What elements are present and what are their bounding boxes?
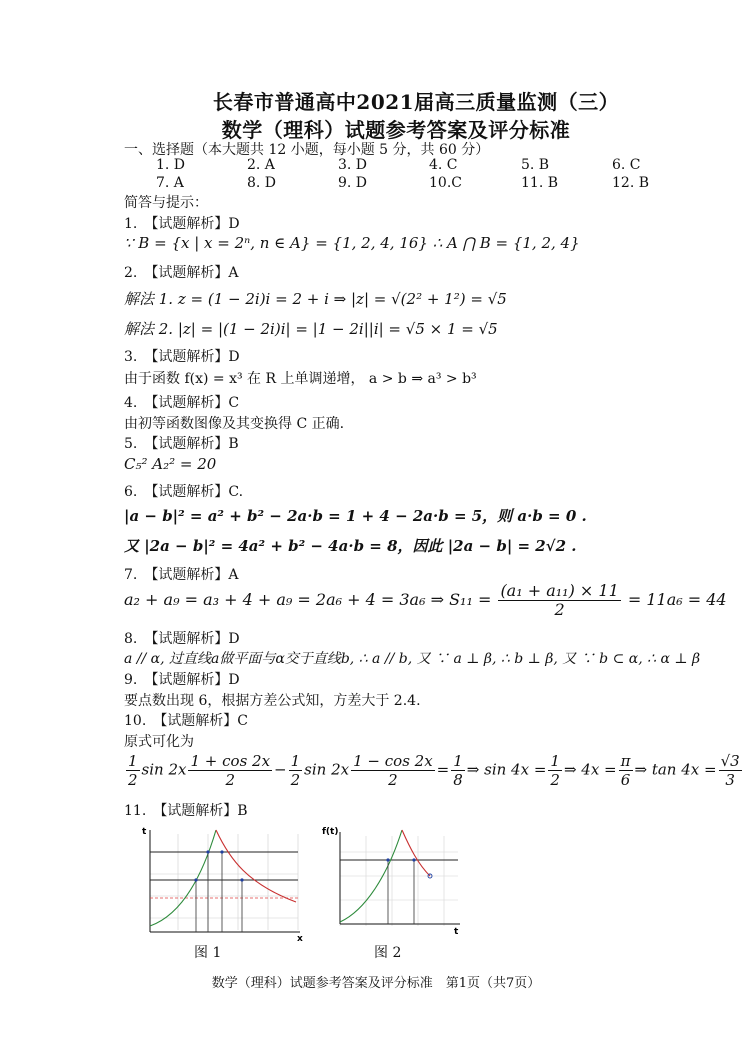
q7-fraction-denominator: 2 (554, 600, 565, 619)
section-heading-choice: 一、选择题（本大题共 12 小题，每小题 5 分，共 60 分） (124, 142, 490, 158)
q11-heading: 11. 【试题解析】B (124, 803, 248, 819)
q10-frac-half-1 (126, 752, 140, 789)
q10-equals: = (436, 760, 450, 779)
q6-solution-2: 又 |2a − b|² = 4a² + b² − 4a·b = 8，因此 |2a − b| = 2√2 . (124, 537, 577, 555)
q6-solution-1: |a − b|² = a² + b² − 2a·b = 1 + 4 − 2a·b = 5，则 a·b = 0 . (124, 507, 587, 525)
figure-2-caption: 图 2 (374, 945, 402, 961)
q10-frac-pi-six (619, 752, 633, 789)
q9-heading: 9. 【试题解析】D (124, 672, 240, 688)
page-subtitle: 数学（理科）试题参考答案及评分标准 (221, 118, 571, 142)
q5-solution: C₅² A₂² = 20 (124, 455, 217, 473)
answer-key-item: 8. D (247, 175, 277, 191)
q2-solution-1: 解法 1. z = (1 − 2i)i = 2 + i ⇒ |z| = √(2² + 1²) = √5 (124, 290, 507, 308)
fig2-curve-red (402, 830, 430, 876)
q10-num: 1 + cos 2x (190, 752, 271, 770)
answer-key-item: 3. D (338, 157, 368, 173)
q10-frac-half-3 (548, 752, 562, 789)
q10-num: π (620, 752, 631, 770)
q10-heading: 10. 【试题解析】C (124, 713, 248, 729)
q3-solution: 由于函数 f(x) = x³ 在 R 上单调递增， a > b ⇒ a³ > b³ (124, 371, 477, 387)
q10-frac-cos-plus (188, 752, 272, 789)
fig2-x-label: t (454, 927, 459, 937)
answer-key-item: 2. A (247, 157, 275, 173)
answer-key-item: 9. D (338, 175, 368, 191)
q10-frac-half-2 (289, 752, 303, 789)
q10-den: 3 (725, 771, 735, 789)
page-title: 长春市普通高中2021届高三质量监测（三） (212, 90, 620, 114)
figure-1-caption: 图 1 (194, 945, 222, 961)
answer-key-item: 4. C (429, 157, 458, 173)
q7-fraction-numerator: (a₁ + a₁₁) × 11 (500, 581, 619, 600)
answer-key-item: 5. B (521, 157, 550, 173)
figure-1-graph (138, 824, 306, 942)
fig2-grid (340, 836, 458, 926)
brief-heading: 简答与提示： (124, 195, 208, 211)
q10-den: 8 (453, 771, 463, 789)
q10-den: 2 (225, 771, 236, 789)
q6-heading: 6. 【试题解析】C. (124, 484, 244, 500)
answer-key-item: 7. A (156, 175, 184, 191)
q7-left: a₂ + a₉ = a₃ + 4 + a₉ = 2a₆ + 4 = 3a₆ ⇒ S₁₁ = (124, 590, 492, 609)
q10-num: 1 − cos 2x (353, 752, 433, 770)
q7-solution (124, 582, 727, 619)
q10-frac-root3 (719, 752, 742, 789)
fig1-x-label: x (297, 934, 303, 942)
q1-heading: 1. 【试题解析】D (124, 216, 240, 232)
fig1-drop-lines (196, 852, 242, 932)
q10-den: 2 (290, 771, 301, 789)
q10-frac-cos-minus (351, 752, 435, 789)
answer-key-item: 12. B (612, 175, 650, 191)
fig1-grid (150, 834, 298, 930)
figure-2-graph (318, 822, 464, 938)
fig1-points (194, 850, 243, 881)
q10-implies-sin4x: ⇒ sin 4x = (466, 760, 547, 779)
q8-heading: 8. 【试题解析】D (124, 631, 240, 647)
q8-solution: a // α, 过直线a做平面与α交于直线b, ∴ a // b, 又 ∵ a ⊥ β, ∴ b ⊥ β, 又 ∵ b ⊂ α, ∴ α ⊥ β (124, 651, 701, 667)
fig1-y-label: t (142, 827, 147, 837)
q10-sin-term: sin 2x (304, 760, 350, 779)
q9-solution: 要点数出现 6，根据方差公式知，方差大于 2.4. (124, 693, 421, 709)
fig1-curve-red (216, 830, 296, 902)
q7-heading: 7. 【试题解析】A (124, 567, 239, 583)
q10-num: 1 (290, 752, 301, 770)
fig1-curve-green (150, 830, 216, 926)
q10-sin-term: sin 2x (141, 760, 187, 779)
q10-den: 2 (128, 771, 138, 789)
q7-fraction (498, 582, 620, 619)
q10-intro: 原式可化为 (124, 734, 194, 750)
page-footer: 数学（理科）试题参考答案及评分标准 第1页（共7页） (211, 976, 541, 991)
q10-num: √3 (720, 752, 740, 770)
answer-key-item: 10.C (429, 175, 462, 191)
fig2-y-label: f(t) (322, 827, 339, 837)
answer-key-item: 6. C (612, 157, 641, 173)
q10-solution (124, 752, 744, 789)
q4-solution: 由初等函数图像及其变换得 C 正确. (124, 416, 345, 432)
q10-num: 1 (128, 752, 138, 770)
q7-right: = 11a₆ = 44 (627, 590, 727, 609)
q10-den: 2 (388, 771, 398, 789)
answer-key-item: 11. B (521, 175, 559, 191)
q2-solution-2: 解法 2. |z| = |(1 − 2i)i| = |1 − 2i||i| = √5 × 1 = √5 (124, 320, 498, 338)
q10-minus: − (274, 760, 287, 779)
q10-den: 2 (550, 771, 560, 789)
q2-heading: 2. 【试题解析】A (124, 265, 239, 281)
fig2-points (386, 858, 432, 878)
q10-num: 1 (550, 752, 560, 770)
q10-den: 6 (620, 771, 631, 789)
q1-solution: ∵ B = {x | x = 2ⁿ, n ∈ A} = {1, 2, 4, 16} ∴ A ⋂ B = {1, 2, 4} (124, 234, 580, 252)
q10-implies-4x: ⇒ 4x = (563, 760, 617, 779)
q10-implies-tan: ⇒ tan 4x = (634, 760, 717, 779)
q10-frac-eighth (451, 752, 465, 789)
q10-num: 1 (453, 752, 463, 770)
q5-heading: 5. 【试题解析】B (124, 436, 239, 452)
answer-key-item: 1. D (156, 157, 186, 173)
q4-heading: 4. 【试题解析】C (124, 395, 240, 411)
q3-heading: 3. 【试题解析】D (124, 349, 240, 365)
